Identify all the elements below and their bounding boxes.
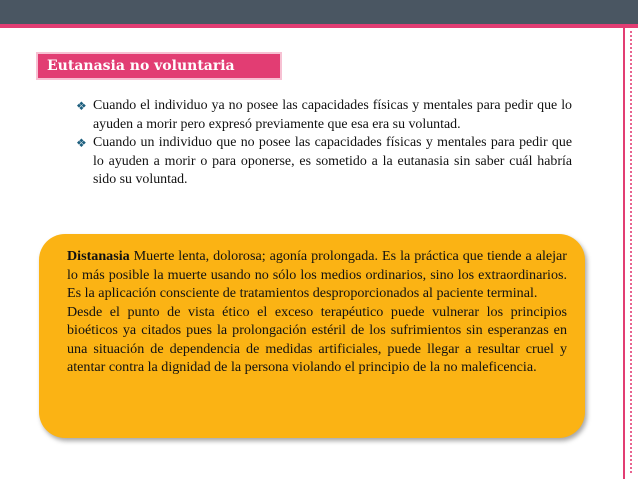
ethics-paragraph: Desde el punto de vista ético el exceso terapéutico puede vulnerar los principios bioéticos ya citados pues la prolongación estéril de los sufrimientos sin esperanzas en una situación de dependencia de medidas artificiales, puede llegar a resultar cruel y atentar contra la dignidad de la persona violando el principio de la no maleficencia. (67, 303, 567, 375)
diamond-bullet-icon: ❖ (76, 136, 87, 151)
section-title: Eutanasia no voluntaria (38, 54, 280, 78)
term-label: Distanasia (67, 248, 130, 264)
diamond-bullet-icon: ❖ (76, 99, 87, 113)
right-accent-line (623, 28, 625, 479)
bullet-text: Cuando un individuo que no posee las capacidades físicas y mentales para pedir que lo ayuden a morir o para oponerse, es sometido a la eutanasia sin saber cuál habría sido su voluntad. (93, 135, 572, 188)
bullet-text: Cuando el individuo ya no posee las capacidades físicas y mentales para pedir que lo ayuden a morir pero expresó previamente que esa era su voluntad. (93, 98, 572, 132)
list-item (76, 134, 572, 190)
bullet-list (76, 97, 572, 190)
header-accent-line (0, 24, 638, 28)
header-bar (0, 0, 638, 24)
right-dotted-line (630, 30, 632, 475)
distanasia-info-box (39, 234, 585, 438)
definition-paragraph (67, 247, 567, 303)
definition-text: Muerte lenta, dolorosa; agonía prolongada. Es la práctica que tiende a alejar lo más posible la muerte usando no sólo los medios ordinarios, sino los extraordinarios. Es la aplicación consciente de tratamientos desproporcionados al paciente terminal. (67, 248, 567, 301)
list-item (76, 97, 572, 134)
